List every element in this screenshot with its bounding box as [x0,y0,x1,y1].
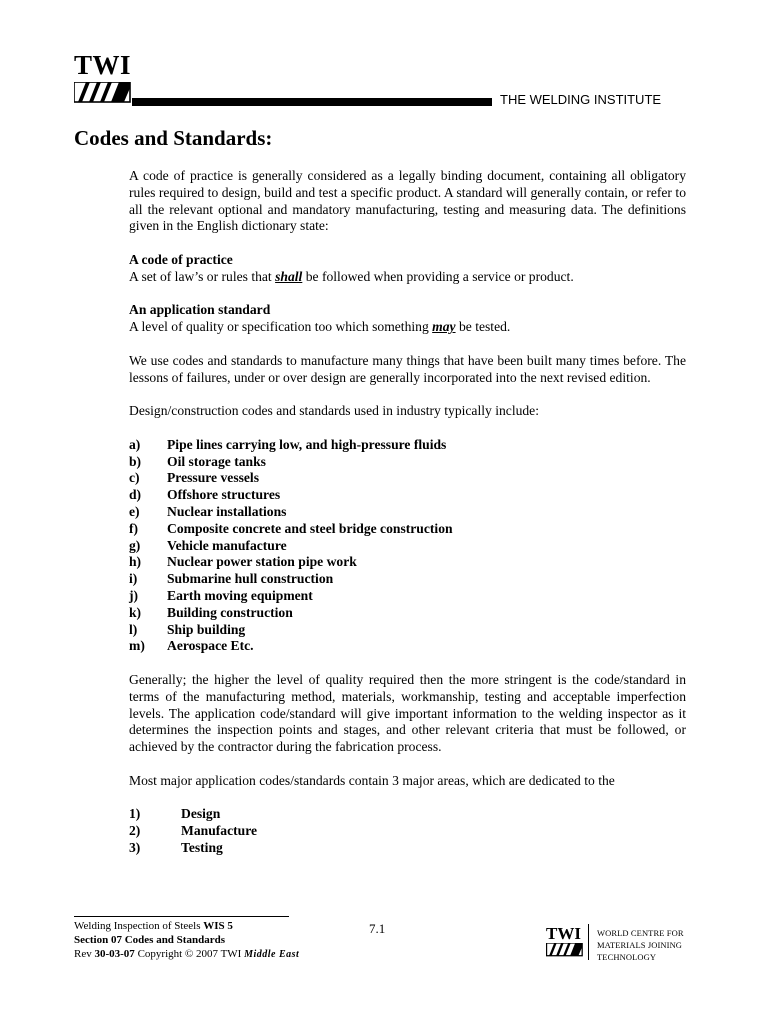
footer-course-code: WIS 5 [203,920,233,932]
twi-logo-text: TWI [74,50,132,80]
footer-section-text: Section 07 Codes and Standards [74,934,225,946]
footer-rule [74,916,289,917]
list-marker: h) [129,554,142,570]
list-item [129,622,686,639]
list-item [129,504,686,521]
list-item-text: Manufacture [181,823,258,839]
list-item-text: Vehicle manufacture [167,537,287,553]
footer-course [74,919,299,933]
list-item [129,487,686,504]
list-marker: j) [129,587,139,603]
definition-text: be followed when providing a service or product. [302,268,574,284]
list-item-text: Oil storage tanks [167,453,266,469]
list-item [129,538,686,555]
quality-paragraph: Generally; the higher the level of quality required then the more stringent is the code/standard in terms of the manufacturing method, materials, workmanship, testing and acceptable imperfection levels. The application code/standard will give important information to the welding inspector as it determines the inspection points and stages, and other relevant criteria that must be followed, or achieved by the contractor during the fabrication process. [129,671,686,755]
list-item [129,454,686,471]
list-item-text: Testing [181,839,223,855]
shall-emphasis: shall [275,268,303,284]
list-marker: b) [129,453,142,469]
may-emphasis: may [432,319,456,335]
list-item [129,554,686,571]
footer-divider [588,924,589,960]
list-item [129,605,686,622]
list-item [129,521,686,538]
tagline-line: MATERIALS JOINING [597,940,683,950]
list-item-text: Nuclear installations [167,503,287,519]
definition-text: A level of quality or specification too which something [129,319,433,335]
list-item [129,470,686,487]
codes-usage-paragraph: We use codes and standards to manufacture many things that have been built many times before. The lessons of failures, under or over design are generally incorporated into the next revised edition. [129,352,686,385]
footer-copyright: Copyright © 2007 TWI [134,948,245,960]
document-body [129,168,686,857]
footer-twi-logo-text: TWI [546,924,581,943]
list-item [129,638,686,655]
page-number: 7.1 [369,921,386,936]
list-item-text: Design [181,806,221,822]
footer-rev-label: Rev [74,948,95,960]
twi-logo-stripes-icon [74,82,132,104]
intro-paragraph: A code of practice is generally considered as a legally binding document, containing all obligatory rules required to design, build and test a specific product. A standard will generally contain, or refer to all the relevant optional and mandatory manufacturing, testing and measuring data. The definitions given in the English dictionary state: [129,168,686,234]
list-marker: k) [129,604,142,620]
list-marker: d) [129,487,142,503]
code-of-practice-heading: A code of practice [129,251,233,267]
list-item-text: Pressure vessels [167,470,259,486]
list-item [129,437,686,454]
list-marker: 2) [129,823,141,839]
list-item [129,840,686,857]
list-item-text: Earth moving equipment [167,587,313,603]
list-marker: f) [129,520,139,536]
definition-text: A set of law’s or rules that [129,268,276,284]
list-item-text: Building construction [167,604,293,620]
list-marker: l) [129,621,138,637]
list-marker: i) [129,571,138,587]
list-item-text: Offshore structures [167,487,281,503]
footer-info [74,919,299,962]
page-title: Codes and Standards: [74,126,273,150]
list-item-text: Submarine hull construction [167,571,334,587]
definition-text: be tested. [455,319,511,335]
tagline-line: TECHNOLOGY [597,952,657,962]
application-standard-heading: An application standard [129,302,271,318]
footer-revision [74,947,299,962]
list-item-text: Composite concrete and steel bridge construction [167,520,453,536]
list-item-text: Aerospace Etc. [167,638,254,654]
list-marker: 3) [129,839,141,855]
list-item [129,588,686,605]
footer-tagline [597,927,684,963]
list-item [129,823,686,840]
footer-section [74,933,299,947]
major-areas-list [129,806,686,856]
list-marker: c) [129,470,140,486]
list-marker: m) [129,638,145,654]
header-org-name: THE WELDING INSTITUTE [500,92,662,107]
tagline-line: WORLD CENTRE FOR [597,928,684,938]
code-of-practice-definition [129,269,686,286]
footer-twi-logo-stripes-icon [546,943,584,957]
application-standard-definition [129,319,686,336]
industry-list [129,437,686,655]
list-item [129,571,686,588]
footer-rev-date: 30-03-07 [94,948,135,960]
footer-course-text: Welding Inspection of Steels [74,920,204,932]
list-item-text: Ship building [167,621,246,637]
list-item [129,806,686,823]
list-item-text: Pipe lines carrying low, and high-pressure fluids [167,436,447,452]
list-marker: e) [129,503,140,519]
list-marker: a) [129,436,141,452]
design-codes-paragraph: Design/construction codes and standards used in industry typically include: [129,403,539,419]
middle-east-logo: Middle East [244,949,300,960]
header-rule [132,98,492,106]
list-item-text: Nuclear power station pipe work [167,554,357,570]
list-marker: 1) [129,806,141,822]
list-marker: g) [129,537,141,553]
major-areas-paragraph: Most major application codes/standards contain 3 major areas, which are dedicated to the [129,772,615,788]
